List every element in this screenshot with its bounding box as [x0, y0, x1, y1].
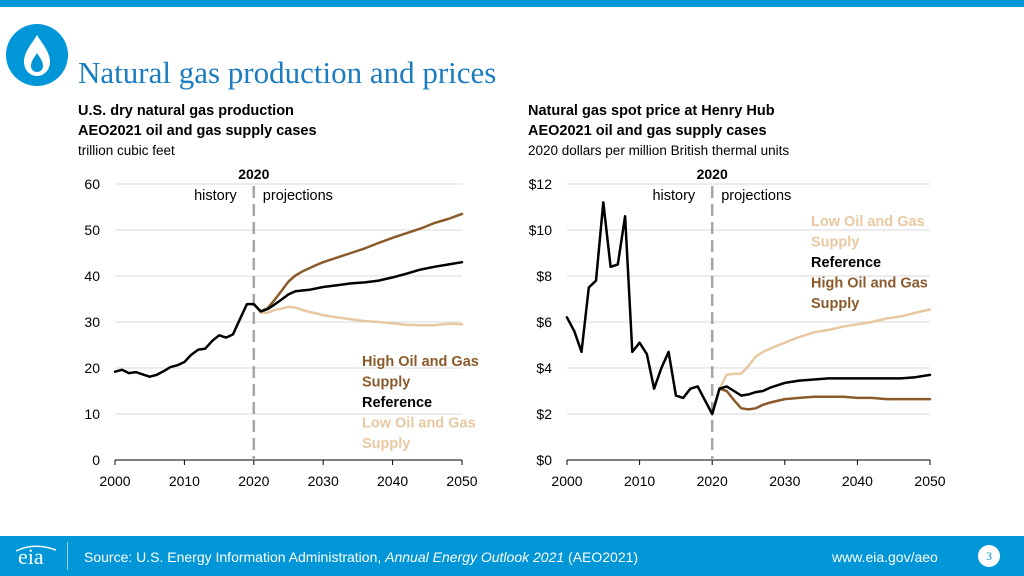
legend-label: High Oil and Gas — [362, 354, 479, 370]
x-tick-label: 2000 — [99, 473, 131, 489]
y-tick-label: $0 — [536, 452, 552, 468]
projections-label: projections — [721, 188, 792, 204]
legend-label: Reference — [811, 255, 882, 271]
y-tick-label: 20 — [84, 360, 100, 376]
series-line-high-oil-and-gas-supply — [712, 389, 930, 414]
history-label: history — [652, 188, 696, 204]
projections-label: projections — [262, 188, 333, 204]
legend-label: Supply — [811, 234, 860, 251]
y-tick-label: 50 — [84, 222, 100, 238]
y-tick-label: 10 — [84, 406, 100, 422]
x-tick-label: 2020 — [238, 473, 270, 489]
legend-label: Low Oil and Gas — [811, 214, 925, 230]
source-suffix: (AEO2021) — [564, 549, 639, 565]
svg-text:eia: eia — [18, 544, 44, 569]
legend-label: Low Oil and Gas — [362, 415, 476, 432]
right-chart-subtitle: AEO2021 oil and gas supply cases — [528, 123, 767, 139]
divider-year-label: 2020 — [238, 166, 270, 182]
source-prefix: Source: U.S. Energy Information Administration, — [84, 549, 386, 565]
x-tick-label: 2000 — [551, 473, 583, 489]
x-tick-label: 2040 — [377, 473, 409, 489]
right-chart-title: Natural gas spot price at Henry Hub — [528, 103, 775, 119]
y-tick-label: 60 — [84, 176, 100, 192]
right-chart-units: 2020 dollars per million British thermal units — [528, 143, 790, 158]
legend-label: Reference — [362, 395, 433, 411]
left-chart-title: U.S. dry natural gas production — [78, 103, 294, 119]
legend-label: Supply — [811, 296, 860, 312]
x-tick-label: 2040 — [841, 473, 873, 489]
slide-title: Natural gas production and prices — [78, 55, 497, 90]
legend-label: High Oil and Gas — [811, 275, 928, 292]
history-label: history — [194, 188, 237, 204]
source-note — [84, 549, 638, 565]
y-tick-label: $2 — [536, 406, 552, 422]
y-tick-label: $10 — [528, 222, 552, 238]
y-tick-label: 0 — [92, 452, 100, 468]
eia-logo — [14, 542, 70, 570]
x-tick-label: 2020 — [696, 473, 728, 489]
series-line-reference — [567, 202, 930, 414]
y-tick-label: 30 — [84, 314, 100, 330]
divider-year-label: 2020 — [696, 166, 728, 182]
x-tick-label: 2010 — [168, 473, 200, 489]
x-tick-label: 2010 — [624, 473, 656, 489]
footer-bar — [0, 536, 1024, 576]
x-tick-label: 2050 — [446, 473, 478, 489]
y-tick-label: $6 — [536, 314, 552, 330]
y-tick-label: $4 — [536, 360, 552, 376]
y-tick-label: $8 — [536, 268, 552, 284]
legend-label: Supply — [362, 436, 411, 452]
left-chart-units: trillion cubic feet — [78, 143, 175, 158]
x-tick-label: 2050 — [914, 473, 946, 489]
x-tick-label: 2030 — [307, 473, 339, 489]
page-number: 3 — [978, 545, 1000, 567]
left-chart-subtitle: AEO2021 oil and gas supply cases — [78, 123, 317, 139]
source-report-title: Annual Energy Outlook 2021 — [385, 549, 565, 565]
footer-divider — [67, 542, 68, 570]
x-tick-label: 2030 — [769, 473, 801, 489]
y-tick-label: $12 — [528, 176, 552, 192]
footer-url-link[interactable]: www.eia.gov/aeo — [832, 549, 938, 565]
legend-label: Supply — [362, 374, 411, 391]
y-tick-label: 40 — [84, 268, 100, 284]
